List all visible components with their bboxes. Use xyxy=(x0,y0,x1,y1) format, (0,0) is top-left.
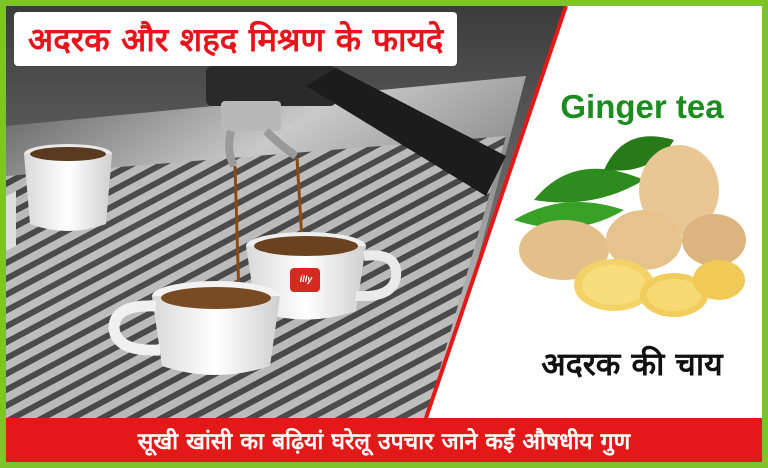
adrak-chai-text: अदरक की चाय xyxy=(541,344,723,383)
ginger-tea-text: Ginger tea xyxy=(560,88,724,125)
thumbnail-canvas xyxy=(6,6,762,462)
title-banner xyxy=(14,12,457,66)
adrak-chai-label xyxy=(502,338,762,388)
subtitle-banner xyxy=(6,418,762,462)
page-title: अदरक और शहद मिश्रण के फायदे xyxy=(28,19,444,59)
ginger-root-image xyxy=(504,130,754,320)
ginger-tea-label xyxy=(546,84,738,130)
cup-logo: illy xyxy=(299,274,313,284)
subtitle-text: सूखी खांसी का बढ़ियां घरेलू उपचार जाने कई औषधीय गुण xyxy=(137,429,631,455)
